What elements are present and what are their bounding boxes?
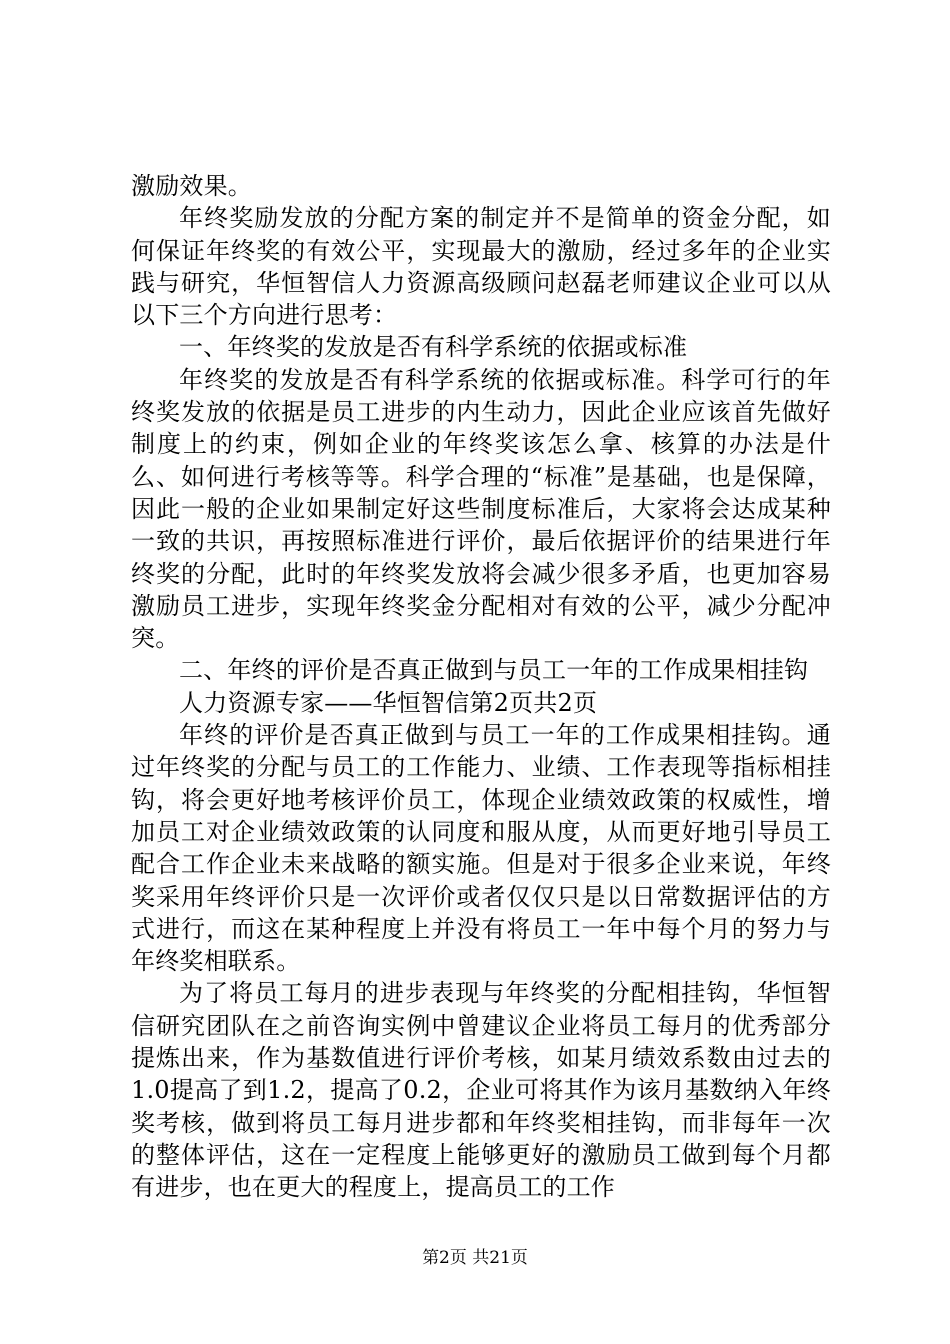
body-text xyxy=(131,170,831,1204)
section-heading-2: 二、年终的评价是否真正做到与员工一年的工作成果相挂钩 xyxy=(179,656,809,685)
inline-page-note: 人力资源专家——华恒智信第2页共2页 xyxy=(179,688,598,717)
paragraph-continuation: 激励效果。 xyxy=(131,172,252,200)
paragraph-section-2: 年终的评价是否真正做到与员工一年的工作成果相挂钩。通过年终奖的分配与员工的工作能力、业绩、工作表现等指标相挂钩，将会更好地考核评价员工，体现企业绩效政策的权威性，增加员工对企业绩效政策的认同度和服从度，从而更好地引导员工配合工作企业未来战略的额实施。但是对于很多企业来说，年终奖采用年终评价只是一次评价或者仅仅只是以日常数据评估的方式进行，而这在某种程度上并没有将员工一年中每个月的努力与年终奖相联系。 xyxy=(131,721,831,976)
page-footer: 第2页 共21页 xyxy=(422,1248,528,1268)
paragraph-intro: 年终奖励发放的分配方案的制定并不是简单的资金分配，如何保证年终奖的有效公平，实现最大的激励，经过多年的企业实践与研究，华恒智信人力资源高级顾问赵磊老师建议企业可以从以下三个方向进行思考： xyxy=(131,204,831,330)
section-heading-1: 一、年终奖的发放是否有科学系统的依据或标准 xyxy=(179,333,688,362)
paragraph-section-2-example: 为了将员工每月的进步表现与年终奖的分配相挂钩，华恒智信研究团队在之前咨询实例中曾建议企业将员工每月的优秀部分提炼出来，作为基数值进行评价考核，如某月绩效系数由过去的1.0提高了到1.2，提高了0.2，企业可将其作为该月基数纳入年终奖考核，做到将员工每月进步都和年终奖相挂钩，而非每年一次的整体评估，这在一定程度上能够更好的激励员工做到每个月都有进步，也在更大的程度上，提高员工的工作 xyxy=(131,979,831,1202)
paragraph-section-1: 年终奖的发放是否有科学系统的依据或标准。科学可行的年终奖发放的依据是员工进步的内生动力，因此企业应该首先做好制度上的约束，例如企业的年终奖该怎么拿、核算的办法是什么、如何进行考核等等。科学合理的“标准”是基础，也是保障，因此一般的企业如果制定好这些制度标准后，大家将会达成某种一致的共识，再按照标准进行评价，最后依据评价的结果进行年终奖的分配，此时的年终奖发放将会减少很多矛盾，也更加容易激励员工进步，实现年终奖金分配相对有效的公平，减少分配冲突。 xyxy=(131,365,831,653)
